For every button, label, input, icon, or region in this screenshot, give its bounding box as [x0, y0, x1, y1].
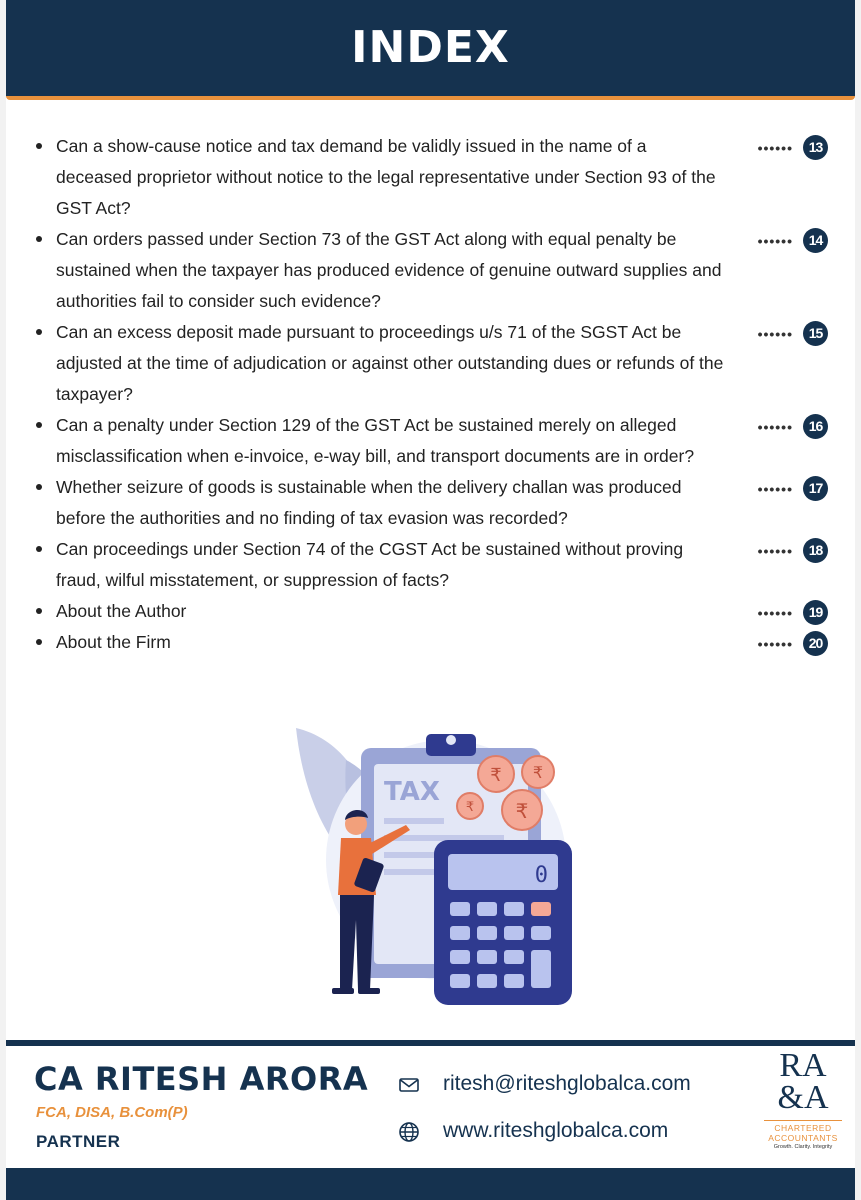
index-entry[interactable]: [6, 410, 855, 472]
calculator-key: [450, 950, 470, 964]
author-qualifications: FCA, DISA, B.Com(P): [36, 1104, 188, 1121]
index-entry-text: About the Firm: [56, 632, 171, 652]
clipboard-clip-hole: [446, 735, 456, 745]
leader-dots: ••••••: [757, 326, 793, 342]
page-number-badge: 13: [803, 135, 828, 160]
footer-bottom-band: [6, 1168, 855, 1200]
bullet: [36, 236, 42, 242]
clipboard-tax-label: TAX: [384, 777, 440, 807]
index-entry-text: About the Author: [56, 601, 187, 621]
index-entry[interactable]: [6, 224, 855, 317]
calculator-key: [477, 974, 497, 988]
logo-tagline: CHARTERED ACCOUNTANTS: [764, 1120, 842, 1143]
calculator-key: [531, 950, 551, 988]
page-number-badge: 20: [803, 631, 828, 656]
rupee-coin-symbol: ₹: [490, 765, 502, 786]
page-number-badge: 16: [803, 414, 828, 439]
person-legs: [340, 895, 374, 990]
bullet: [36, 608, 42, 614]
logo-motto: Growth. Clarity. Integrity: [773, 1144, 833, 1150]
firm-logo: [764, 1046, 842, 1166]
bullet: [36, 143, 42, 149]
calculator-key: [477, 950, 497, 964]
index-entry[interactable]: [6, 596, 855, 627]
bullet: [36, 329, 42, 335]
author-name: CA RITESH ARORA: [34, 1060, 369, 1098]
mail-icon: [398, 1074, 420, 1096]
leader-dots: ••••••: [757, 481, 793, 497]
page-number-badge: 18: [803, 538, 828, 563]
rupee-coin-symbol: ₹: [515, 799, 529, 823]
index-entry-text: Can proceedings under Section 74 of the CGST Act be sustained without proving fraud, wilful misstatement, or suppression of facts?: [56, 539, 684, 590]
calculator-key: [504, 974, 524, 988]
rupee-coin-symbol: ₹: [532, 763, 544, 782]
index-entry-text: Can a show-cause notice and tax demand be validly issued in the name of a deceased proprietor without notice to the legal representative under Section 93 of the GST Act?: [56, 136, 716, 218]
calculator-key: [504, 902, 524, 916]
calculator-key: [504, 926, 524, 940]
calculator-key: [531, 926, 551, 940]
page-number-badge: 14: [803, 228, 828, 253]
calculator-key: [504, 950, 524, 964]
index-entry[interactable]: [6, 317, 855, 410]
bullet: [36, 422, 42, 428]
website-url[interactable]: www.riteshglobalca.com: [443, 1119, 669, 1142]
page-number-badge: 15: [803, 321, 828, 346]
page-number-badge: 17: [803, 476, 828, 501]
leader-dots: ••••••: [757, 636, 793, 652]
index-entry[interactable]: [6, 627, 855, 658]
leader-dots: ••••••: [757, 605, 793, 621]
index-entry[interactable]: [6, 472, 855, 534]
person-shoe: [332, 988, 354, 994]
index-entry-text: Can an excess deposit made pursuant to proceedings u/s 71 of the SGST Act be adjusted at the time of adjudication or against other outstanding dues or refunds of the taxpayer?: [56, 322, 724, 404]
tax-calculator-illustration: [286, 720, 586, 1010]
header-banner: [6, 0, 855, 100]
calculator-key: [450, 974, 470, 988]
calculator-key: [531, 902, 551, 916]
index-entry[interactable]: [6, 131, 855, 224]
leader-dots: ••••••: [757, 419, 793, 435]
calculator-display-value: 0: [534, 863, 548, 888]
logo-mark-line2: &A: [777, 1079, 829, 1116]
page-number-badge: 19: [803, 600, 828, 625]
person-shoe: [358, 988, 380, 994]
email-address[interactable]: ritesh@riteshglobalca.com: [443, 1072, 691, 1095]
author-role: PARTNER: [36, 1132, 121, 1151]
form-line: [384, 818, 444, 824]
bullet: [36, 639, 42, 645]
bullet: [36, 484, 42, 490]
calculator-key: [477, 926, 497, 940]
leader-dots: ••••••: [757, 543, 793, 559]
calculator-key: [450, 926, 470, 940]
bullet: [36, 546, 42, 552]
index-entry-text: Can a penalty under Section 129 of the GST Act be sustained merely on alleged misclassification when e-invoice, e-way bill, and transport documents are in order?: [56, 415, 695, 466]
index-entry[interactable]: [6, 534, 855, 596]
globe-icon: [398, 1121, 420, 1143]
calculator-key: [450, 902, 470, 916]
logo-mark-line1: RA: [779, 1047, 827, 1084]
leader-dots: ••••••: [757, 233, 793, 249]
footer: [6, 1046, 855, 1170]
page: [6, 0, 855, 1200]
page-title: INDEX: [351, 22, 510, 73]
index-list: [6, 131, 855, 658]
index-entry-text: Can orders passed under Section 73 of the GST Act along with equal penalty be sustained when the taxpayer has produced evidence of genuine outward supplies and authorities fail to consider such evidence?: [56, 229, 722, 311]
rupee-coin-symbol: ₹: [465, 800, 475, 815]
calculator-key: [477, 902, 497, 916]
leader-dots: ••••••: [757, 140, 793, 156]
index-entry-text: Whether seizure of goods is sustainable when the delivery challan was produced before the authorities and no finding of tax evasion was recorded?: [56, 477, 682, 528]
